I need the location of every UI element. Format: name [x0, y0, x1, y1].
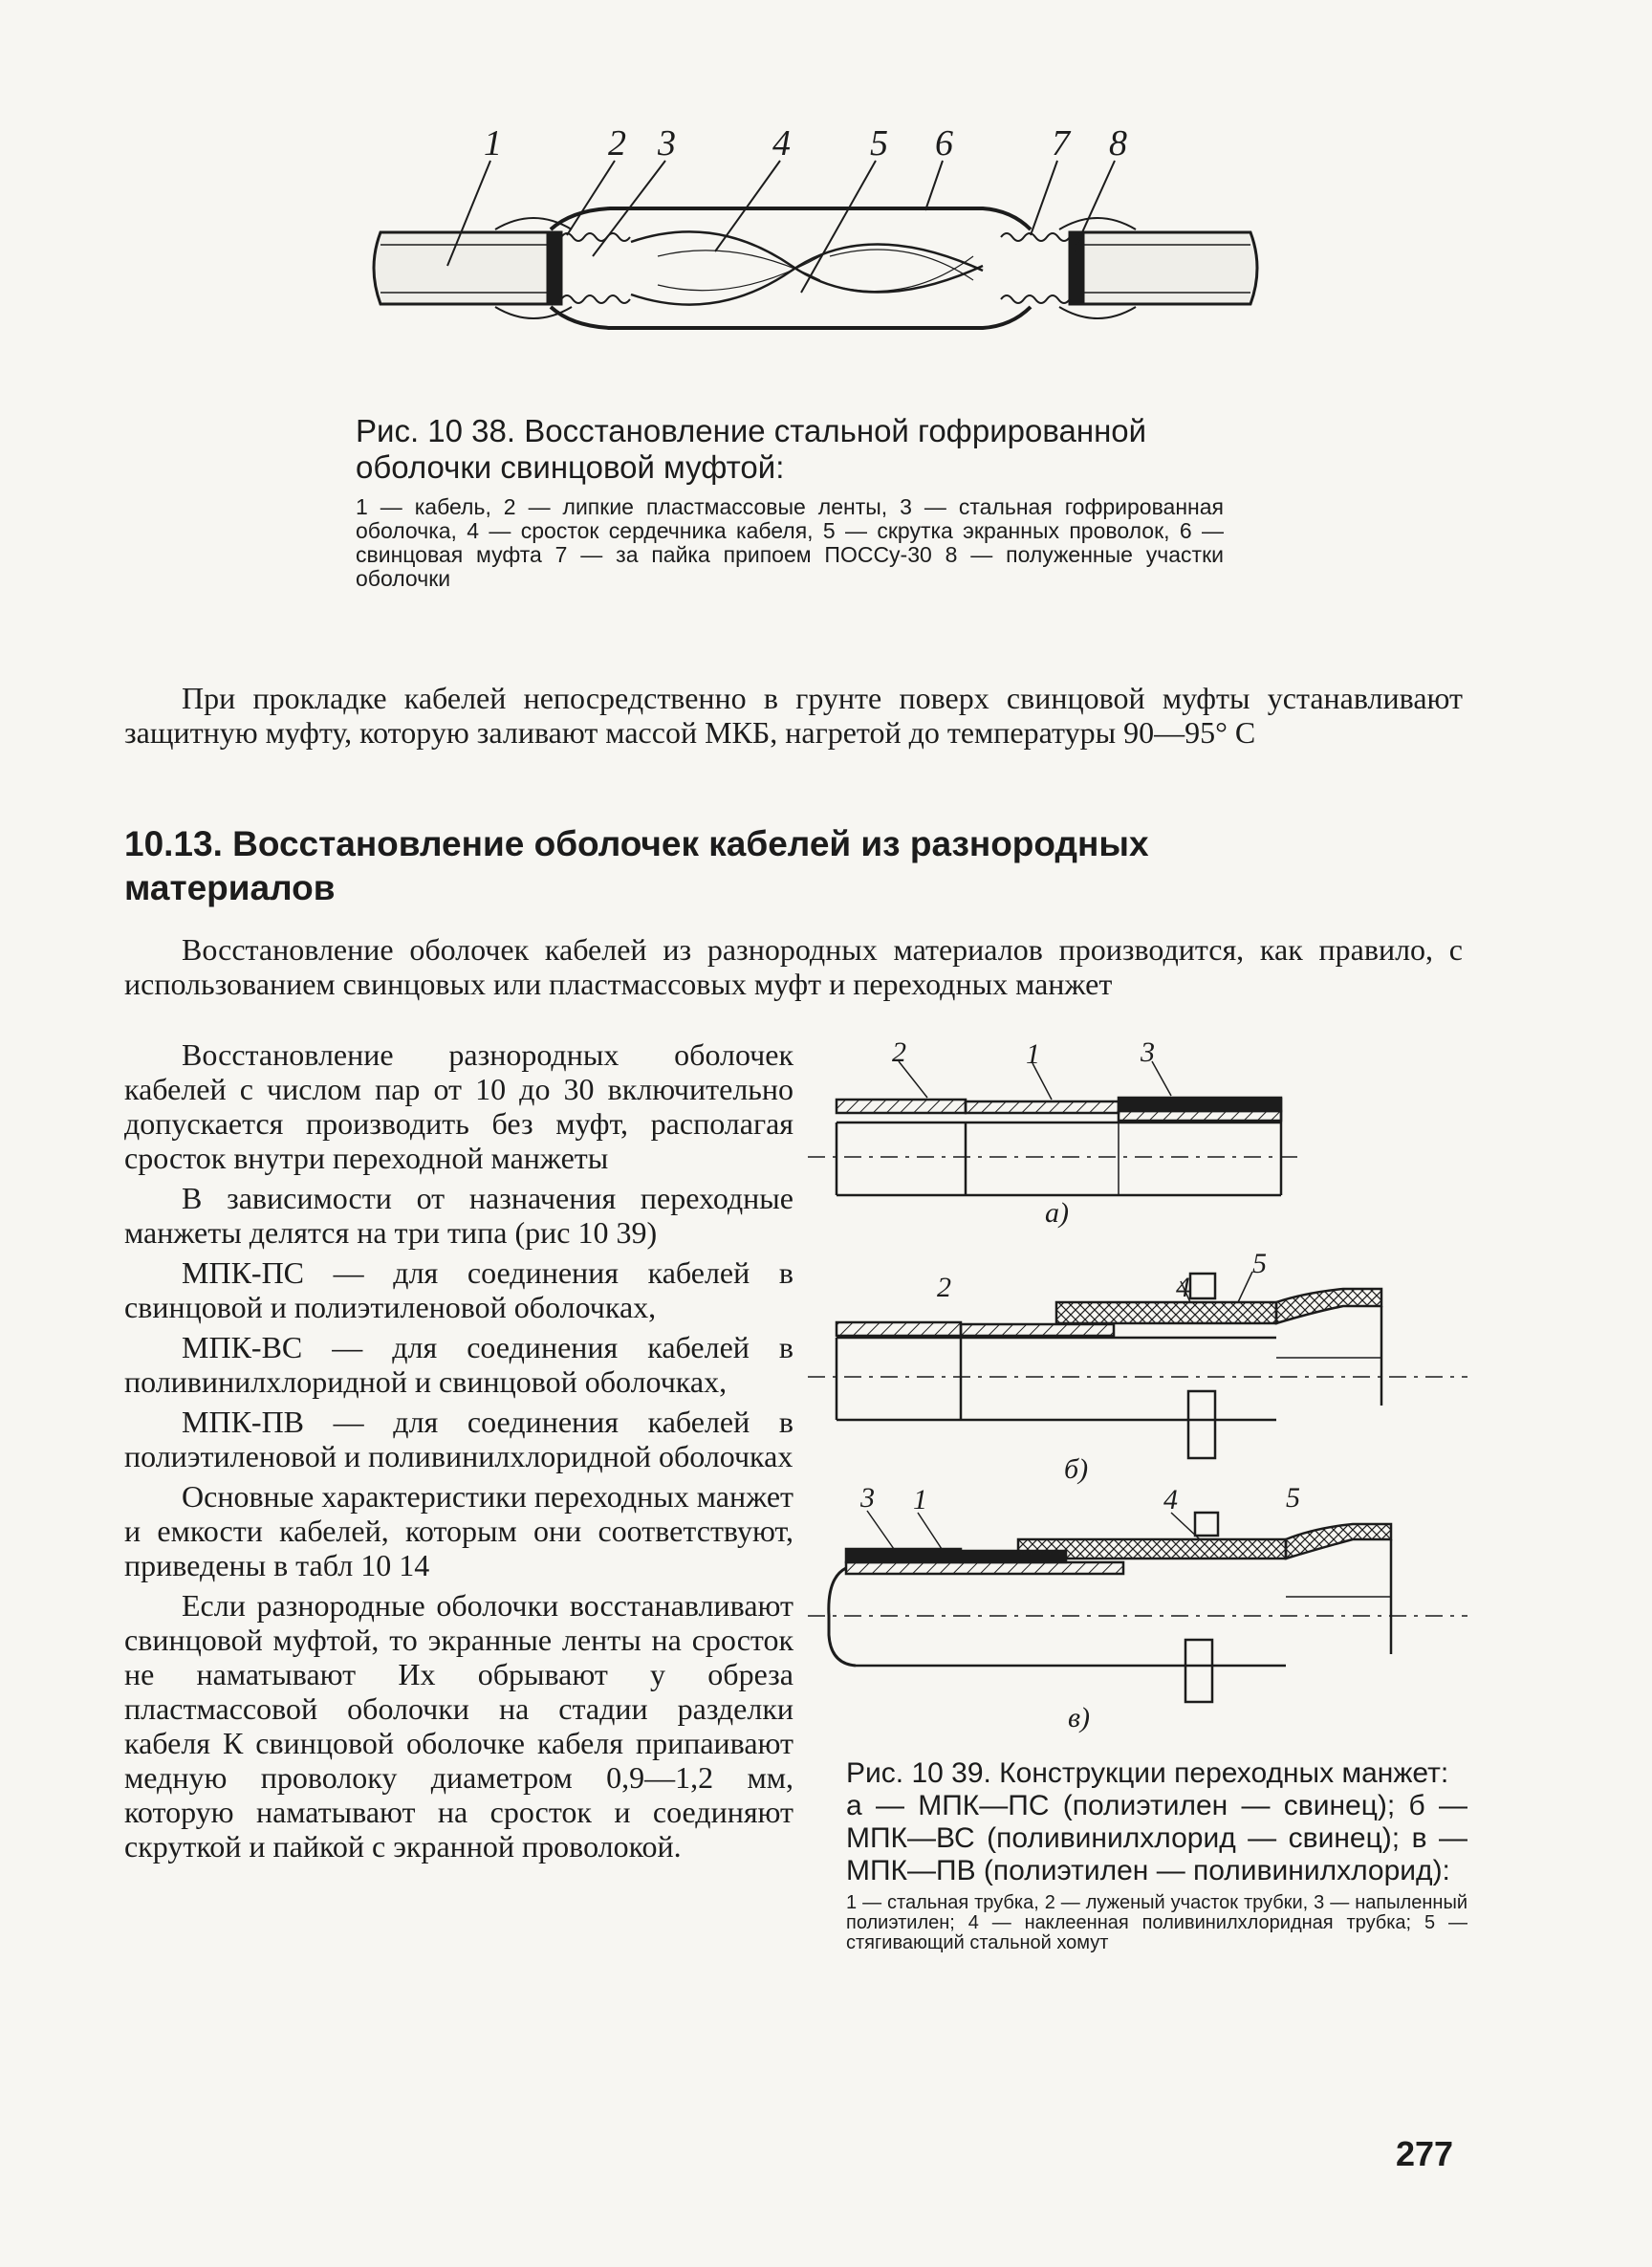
fig2a-label-3: 3 — [1141, 1036, 1155, 1068]
fig2c-label-3: 3 — [860, 1482, 875, 1514]
list-item-mpk-ps: МПК-ПС — для соединения кабелей в свинцовой и полиэтиленовой оболочках, — [124, 1255, 793, 1324]
fig1-label-7: 7 — [1052, 123, 1070, 163]
paragraph-lead-sleeve: Если разнородные оболочки восстанавливают свинцовой муфтой, то экранные ленты на сросток не наматывают Их обрывают у обреза пластмассовой оболочки на стадии разделки кабеля К свинцовой оболочке кабеля припаивают медную проволоку диаметром 0,9—1,2 мм, которую наматывают на сросток и соединяют скруткой и пайкой с экранной проволокой. — [124, 1588, 793, 1864]
figure-10-39-caption — [846, 1757, 1467, 1953]
fig1-label-1: 1 — [484, 123, 502, 163]
paragraph-protective-sleeve: При прокладке кабелей непосредственно в грунте поверх свинцовой муфты устанавливают защитную муфту, которую заливают массой МКБ, нагретой до температуры 90—95° С — [124, 681, 1463, 750]
fig2a-label-1: 1 — [1026, 1038, 1040, 1070]
list-item-mpk-pv: МПК-ПВ — для соединения кабелей в полиэтиленовой и поливинилхлоридной оболочках — [124, 1405, 793, 1473]
fig2c-subfigure-label: в) — [1068, 1702, 1091, 1733]
fig2b-label-2: 2 — [937, 1272, 951, 1303]
figure-10-38 — [371, 122, 1260, 361]
fig1-label-6: 6 — [935, 123, 953, 163]
figure-10-38-legend: 1 — кабель, 2 — липкие пластмассовые ленты, 3 — стальная гофрированная оболочка, 4 — сросток сердечника кабеля, 5 — скрутка экранных проволок, 6 — свинцовая муфта 7 — за пайка припоем ПОССу-30 8 — полуженные участки оболочки — [356, 494, 1224, 591]
fig2b-label-5: 5 — [1252, 1248, 1267, 1279]
section-heading: 10.13. Восстановление оболочек кабелей из разнородных материалов — [124, 824, 1149, 907]
transition-cuff-drawings — [808, 1042, 1467, 1740]
left-column-text — [124, 1037, 793, 1869]
fig1-label-2: 2 — [608, 123, 626, 163]
paragraph-types: В зависимости от назначения переходные манжеты делятся на три типа (рис 10 39) — [124, 1181, 793, 1250]
figure-10-39-title: Рис. 10 39. Конструкции переходных манжет: — [846, 1757, 1449, 1789]
fig2c-label-4: 4 — [1163, 1484, 1178, 1515]
paragraph-characteristics: Основные характеристики переходных манжет и емкости кабелей, которым они соответствуют, приведены в табл 10 14 — [124, 1479, 793, 1582]
figure-10-39-legend: 1 — стальная трубка, 2 — луженый участок трубки, 3 — напыленный полиэтилен; 4 — наклеенная поливинилхлоридная трубка; 5 — стягивающий стальной хомут — [846, 1892, 1467, 1953]
list-item-mpk-vs: МПК-ВС — для соединения кабелей в поливинилхлоридной и свинцовой оболочках, — [124, 1330, 793, 1399]
figure-10-39 — [808, 1036, 1467, 1740]
fig1-label-8: 8 — [1109, 123, 1127, 163]
splice-sleeve-drawing — [371, 122, 1260, 361]
figure-10-39-subtitles: а — МПК—ПС (полиэтилен — свинец); б — МПК—ВС (поливинилхлорид — свинец); в — МПК—ПВ (полиэтилен — поливинилхлорид): — [846, 1790, 1467, 1886]
fig2a-subfigure-label: а) — [1045, 1197, 1069, 1229]
figure-10-38-title: Рис. 10 38. Восстановление стальной гофрированной оболочки свинцовой муфтой: — [356, 413, 1147, 485]
fig1-label-5: 5 — [870, 123, 888, 163]
page-number: 277 — [1396, 2134, 1454, 2173]
fig2b-subfigure-label: б) — [1064, 1453, 1089, 1485]
fig2c-label-5: 5 — [1286, 1482, 1300, 1514]
fig2c-label-1: 1 — [913, 1484, 927, 1515]
paragraph-intro: Восстановление оболочек кабелей из разнородных материалов производится, как правило, с использованием свинцовых или пластмассовых муфт и переходных манжет — [124, 932, 1463, 1001]
figure-10-38-caption — [356, 413, 1224, 591]
fig2b-label-4: 4 — [1176, 1272, 1190, 1303]
paragraph-no-sleeve: Восстановление разнородных оболочек кабелей с числом пар от 10 до 30 включительно допускается производить без муфт, располагая сросток внутри переходной манжеты — [124, 1037, 793, 1175]
fig2a-label-2: 2 — [892, 1036, 906, 1068]
fig1-label-4: 4 — [772, 123, 791, 163]
fig1-label-3: 3 — [658, 123, 676, 163]
